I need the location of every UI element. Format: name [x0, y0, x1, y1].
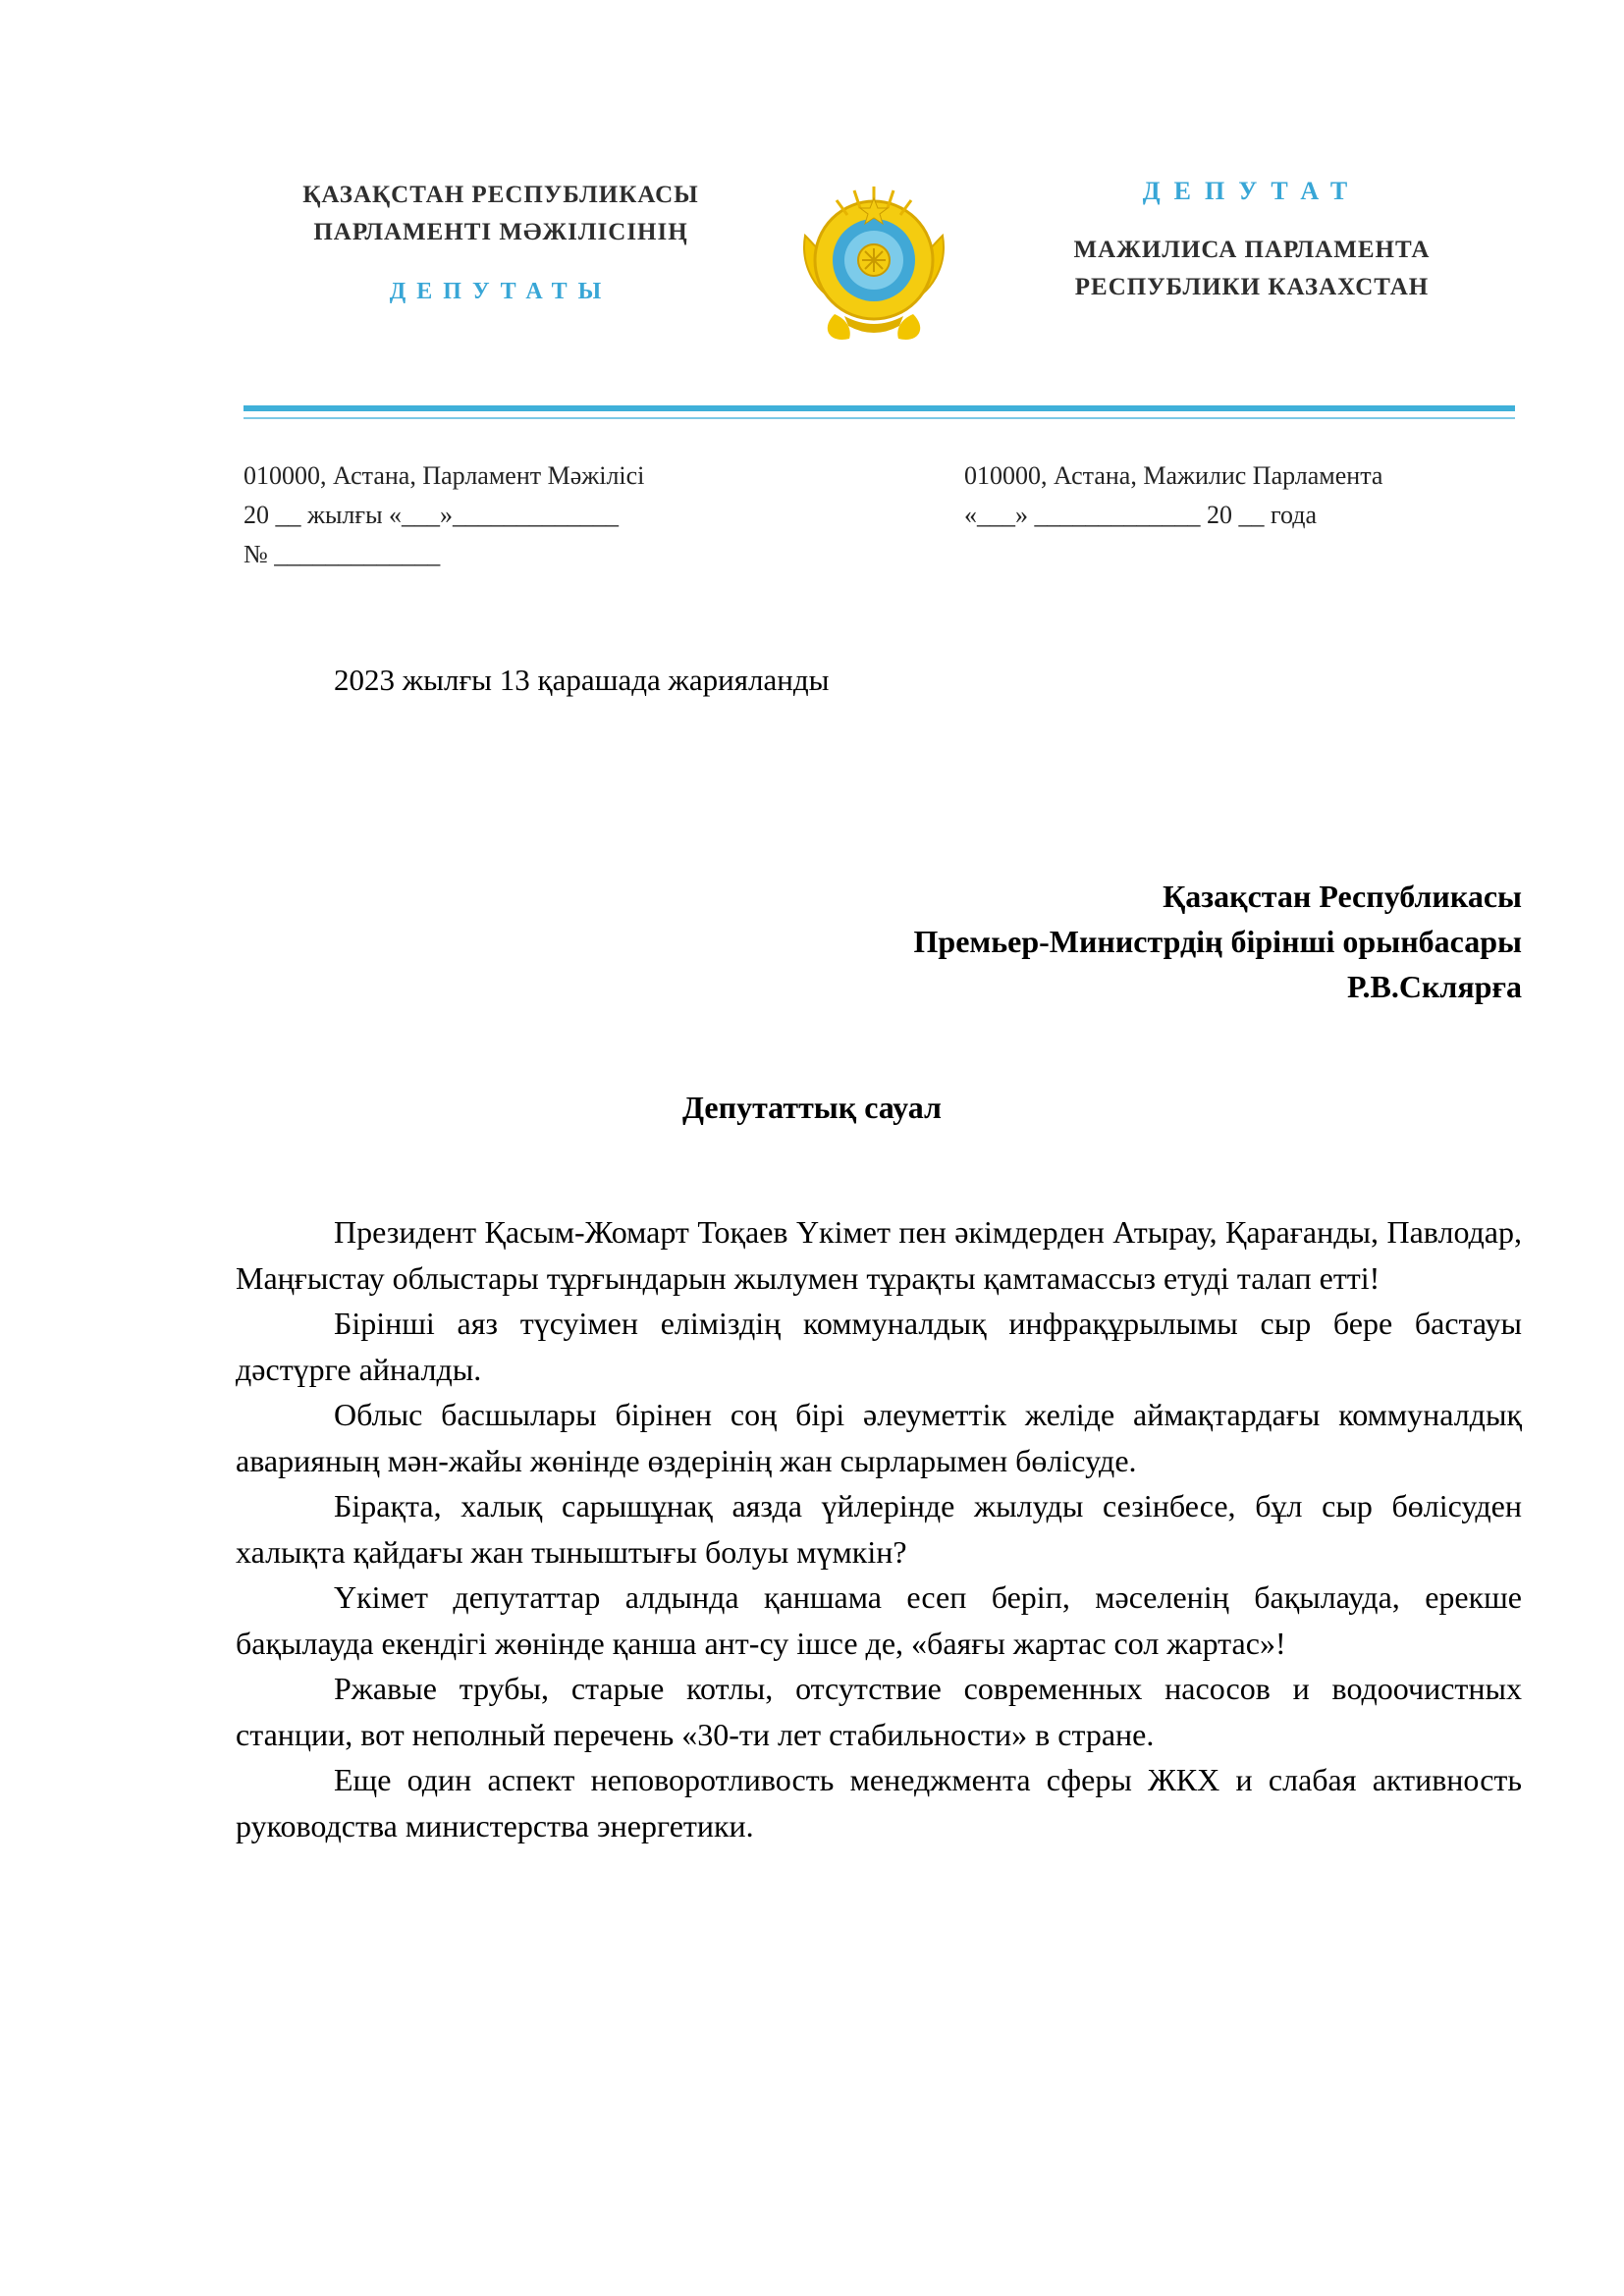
address-left-line2: 20 __ жылғы «___»_____________ — [244, 501, 620, 529]
state-emblem-icon — [776, 157, 972, 353]
letterhead-right-line3: РЕСПУБЛИКИ КАЗАХСТАН — [1074, 274, 1430, 300]
body-paragraph: Бірақта, халық сарышұнақ аязда үйлерінде жылуды сезінбесе, бұл сыр бөлісуден халықта қайдағы жан тыныштығы болуы мүмкін? — [236, 1488, 1522, 1570]
letterhead-left — [245, 177, 756, 310]
document-title: Депутаттық сауал — [682, 1090, 942, 1125]
body-paragraph: Бірінші аяз түсуімен еліміздің коммуналдық инфрақұрылымы сыр бере бастауы дәстүрге айналды. — [236, 1306, 1522, 1387]
letterhead-divider — [244, 405, 1515, 411]
address-block-right — [964, 456, 1514, 535]
body-paragraph: Үкімет депутаттар алдында қаншама есеп беріп, мәселенің бақылауда, ерекше бақылауда екендігі жөнінде қанша ант-су ішсе де, «баяғы жартас сол жартас»! — [236, 1579, 1522, 1661]
address-right-line2: «___» _____________ 20 __ года — [964, 501, 1318, 529]
address-left-line3: № _____________ — [244, 540, 441, 568]
letterhead-left-title: ДЕПУТАТЫ — [389, 279, 613, 304]
letterhead-right — [1021, 173, 1483, 306]
document-body — [236, 1209, 1522, 1848]
letterhead-left-line2: ПАРЛАМЕНТІ МӘЖІЛІСІНІҢ — [313, 219, 688, 245]
body-paragraph: Еще один аспект неповоротливость менеджмента сферы ЖКХ и слабая активность руководства министерства энергетики. — [236, 1762, 1522, 1843]
addressee-line2: Премьер-Министрдің бірінші орынбасары — [913, 924, 1522, 959]
letterhead-right-line2: МАЖИЛИСА ПАРЛАМЕНТА — [1073, 237, 1431, 263]
address-right-line1: 010000, Астана, Мажилис Парламента — [964, 461, 1383, 490]
body-paragraph: Ржавые трубы, старые котлы, отсутствие современных насосов и водоочистных станции, вот неполный перечень «30-ти лет стабильности» в стране. — [236, 1671, 1522, 1752]
addressee-block — [609, 874, 1522, 1009]
publication-date: 2023 жылғы 13 қарашада жарияланды — [334, 663, 830, 697]
letterhead-left-line1: ҚАЗАҚСТАН РЕСПУБЛИКАСЫ — [302, 182, 699, 208]
addressee-line3: Р.В.Склярға — [1346, 969, 1522, 1004]
letterhead-divider-thin — [244, 417, 1515, 419]
addressee-line1: Қазақстан Республикасы — [1163, 879, 1522, 914]
letterhead-right-title: ДЕПУТАТ — [1142, 177, 1362, 205]
address-left-line1: 010000, Астана, Парламент Мәжілісі — [244, 461, 645, 490]
address-block-left — [244, 456, 793, 574]
body-paragraph: Президент Қасым-Жомарт Тоқаев Үкімет пен әкімдерден Атырау, Қарағанды, Павлодар, Маңғыстау облыстары тұрғындарын жылумен тұрақты қамтамассыз етуді талап етті! — [236, 1214, 1522, 1296]
body-paragraph: Облыс басшылары бірінен соң бірі әлеуметтік желіде аймақтардағы коммуналдық аварияның мән-жайы жөнінде өздерінің жан сырларымен бөлісуде. — [236, 1397, 1522, 1478]
